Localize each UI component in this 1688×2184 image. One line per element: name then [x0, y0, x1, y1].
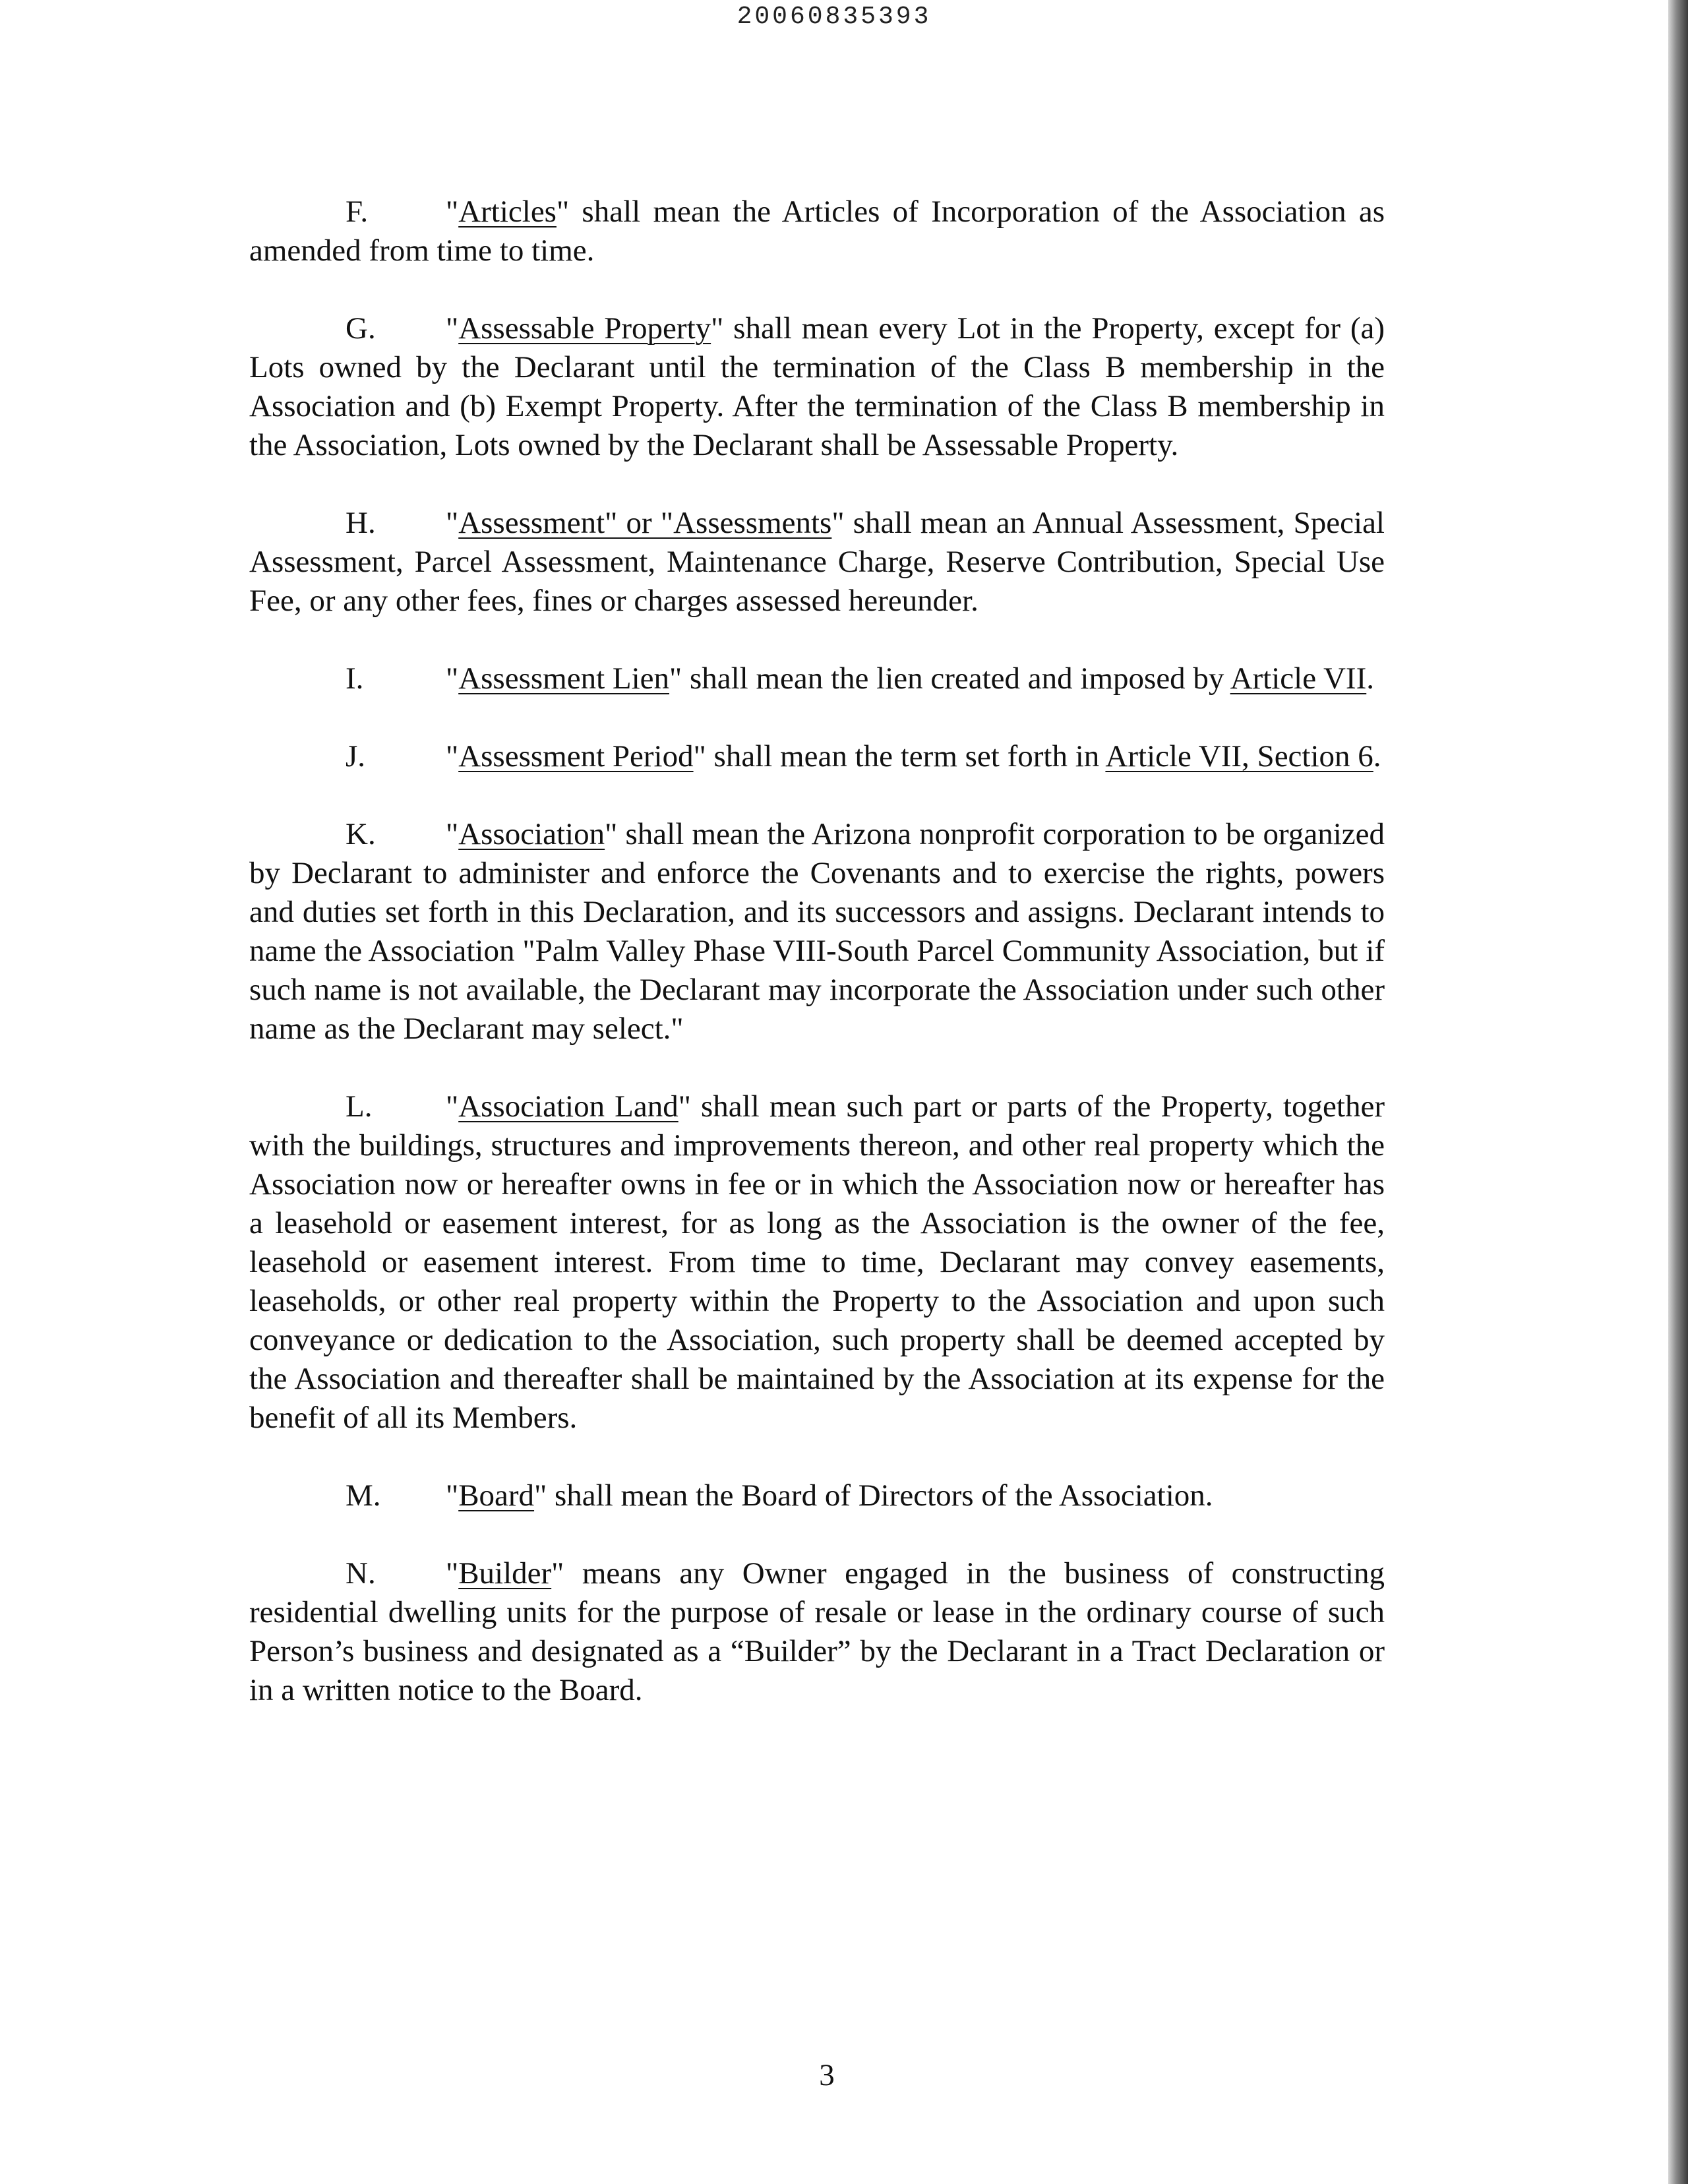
definition-text-end: . [1373, 739, 1381, 774]
definition-text: " means any Owner engaged in the business of constructing residential dwelling units for the purpose of resale or lease in the ordinary course of such Person’s business and designated as a “Builder” by the Declarant in a Tract Declaration or in a written notice to the Board. [249, 1556, 1385, 1707]
article-reference: Article VII, Section 6 [1105, 739, 1373, 774]
definition-paragraph: I. "Assessment Lien" shall mean the lien created and imposed by Article VII. [249, 659, 1385, 698]
definition-text: " shall mean such part or parts of the Property, together with the buildings, structures and improvements thereon, and other real property which the Association now or hereafter owns in fee or in which the Association now or hereafter has a leasehold or easement interest, for as long as the Association is the owner of the fee, leasehold or easement interest. From time to time, Declarant may convey easements, leaseholds, or other real property within the Property to the Association and upon such conveyance or dedication to the Association, such property shall be deemed accepted by the Association and thereafter shall be maintained by the Association at its expense for the benefit of all its Members. [249, 1089, 1385, 1435]
definition-letter: L. [346, 1089, 373, 1124]
defined-term: Board [458, 1478, 535, 1513]
definition-letter: J. [346, 739, 366, 774]
definition-paragraph: J. "Assessment Period" shall mean the term set forth in Article VII, Section 6. [249, 737, 1385, 776]
definition-paragraph: M. "Board" shall mean the Board of Directors of the Association. [249, 1476, 1385, 1515]
scan-edge-shadow [1668, 0, 1688, 2184]
definition-text: " shall mean every Lot in the Property, except for (a) Lots owned by the Declarant until the termination of the Class B membership in the Association and (b) Exempt Property. After the termination of the Class B membership in the Association, Lots owned by the Declarant shall be Assessable Property. [249, 311, 1385, 462]
defined-term: Association Land [458, 1089, 678, 1124]
definition-text: " shall mean the Board of Directors of the Association. [534, 1478, 1213, 1513]
defined-term: Assessment" or "Assessments [458, 506, 832, 540]
definition-letter: N. [346, 1556, 376, 1591]
defined-term: Association [458, 817, 605, 851]
definition-letter: F. [346, 195, 369, 229]
defined-term: Assessment Lien [458, 661, 670, 696]
document-number: 20060835393 [737, 3, 932, 31]
definition-paragraph: N. "Builder" means any Owner engaged in the business of constructing residential dwelling units for the purpose of resale or lease in the ordinary course of such Person’s business and designated as a “Builder” by the Declarant in a Tract Declaration or in a written notice to the Board. [249, 1554, 1385, 1710]
defined-term: Articles [458, 195, 557, 229]
definition-letter: M. [346, 1478, 381, 1513]
definition-text: " shall mean an Annual Assessment, Special Assessment, Parcel Assessment, Maintenance Charge, Reserve Contribution, Special Use Fee, or any other fees, fines or charges assessed hereunder. [249, 506, 1385, 618]
definition-letter: H. [346, 506, 376, 540]
definition-letter: G. [346, 311, 376, 346]
page-number: 3 [819, 2058, 835, 2092]
definition-letter: I. [346, 661, 364, 696]
definition-paragraph: F. "Articles" shall mean the Articles of Incorporation of the Association as amended from time to time. [249, 193, 1385, 270]
defined-term: Builder [458, 1556, 552, 1591]
article-reference: Article VII [1230, 661, 1367, 696]
definition-paragraph: K. "Association" shall mean the Arizona nonprofit corporation to be organized by Declarant to administer and enforce the Covenants and to exercise the rights, powers and duties set forth in this Declaration, and its successors and assigns. Declarant intends to name the Association "Palm Valley Phase VIII-South Parcel Community Association, but if such name is not available, the Declarant may incorporate the Association under such other name as the Declarant may select." [249, 815, 1385, 1048]
definition-text: " shall mean the lien created and imposed by [669, 661, 1230, 696]
defined-term: Assessable Property [458, 311, 711, 346]
definition-paragraph: H. "Assessment" or "Assessments" shall mean an Annual Assessment, Special Assessment, Parcel Assessment, Maintenance Charge, Reserve Contribution, Special Use Fee, or any other fees, fines or charges assessed hereunder. [249, 504, 1385, 621]
definition-text: " shall mean the Articles of Incorporation of the Association as amended from time to time. [249, 195, 1385, 268]
definition-paragraph: G. "Assessable Property" shall mean every Lot in the Property, except for (a) Lots owned by the Declarant until the termination of the Class B membership in the Association and (b) Exempt Property. After the termination of the Class B membership in the Association, Lots owned by the Declarant shall be Assessable Property. [249, 309, 1385, 465]
definition-text: " shall mean the Arizona nonprofit corporation to be organized by Declarant to administer and enforce the Covenants and to exercise the rights, powers and duties set forth in this Declaration, and its successors and assigns. Declarant intends to name the Association "Palm Valley Phase VIII-South Parcel Community Association, but if such name is not available, the Declarant may incorporate the Association under such other name as the Declarant may select." [249, 817, 1385, 1046]
definition-text-end: . [1366, 661, 1374, 696]
definition-paragraph: L. "Association Land" shall mean such part or parts of the Property, together with the buildings, structures and improvements thereon, and other real property which the Association now or hereafter owns in fee or in which the Association now or hereafter has a leasehold or easement interest, for as long as the Association is the owner of the fee, leasehold or easement interest. From time to time, Declarant may convey easements, leaseholds, or other real property within the Property to the Association and upon such conveyance or dedication to the Association, such property shall be deemed accepted by the Association and thereafter shall be maintained by the Association at its expense for the benefit of all its Members. [249, 1087, 1385, 1438]
definition-letter: K. [346, 817, 376, 851]
defined-term: Assessment Period [458, 739, 694, 774]
definitions-body [249, 193, 1385, 1710]
definition-text: " shall mean the term set forth in [693, 739, 1106, 774]
